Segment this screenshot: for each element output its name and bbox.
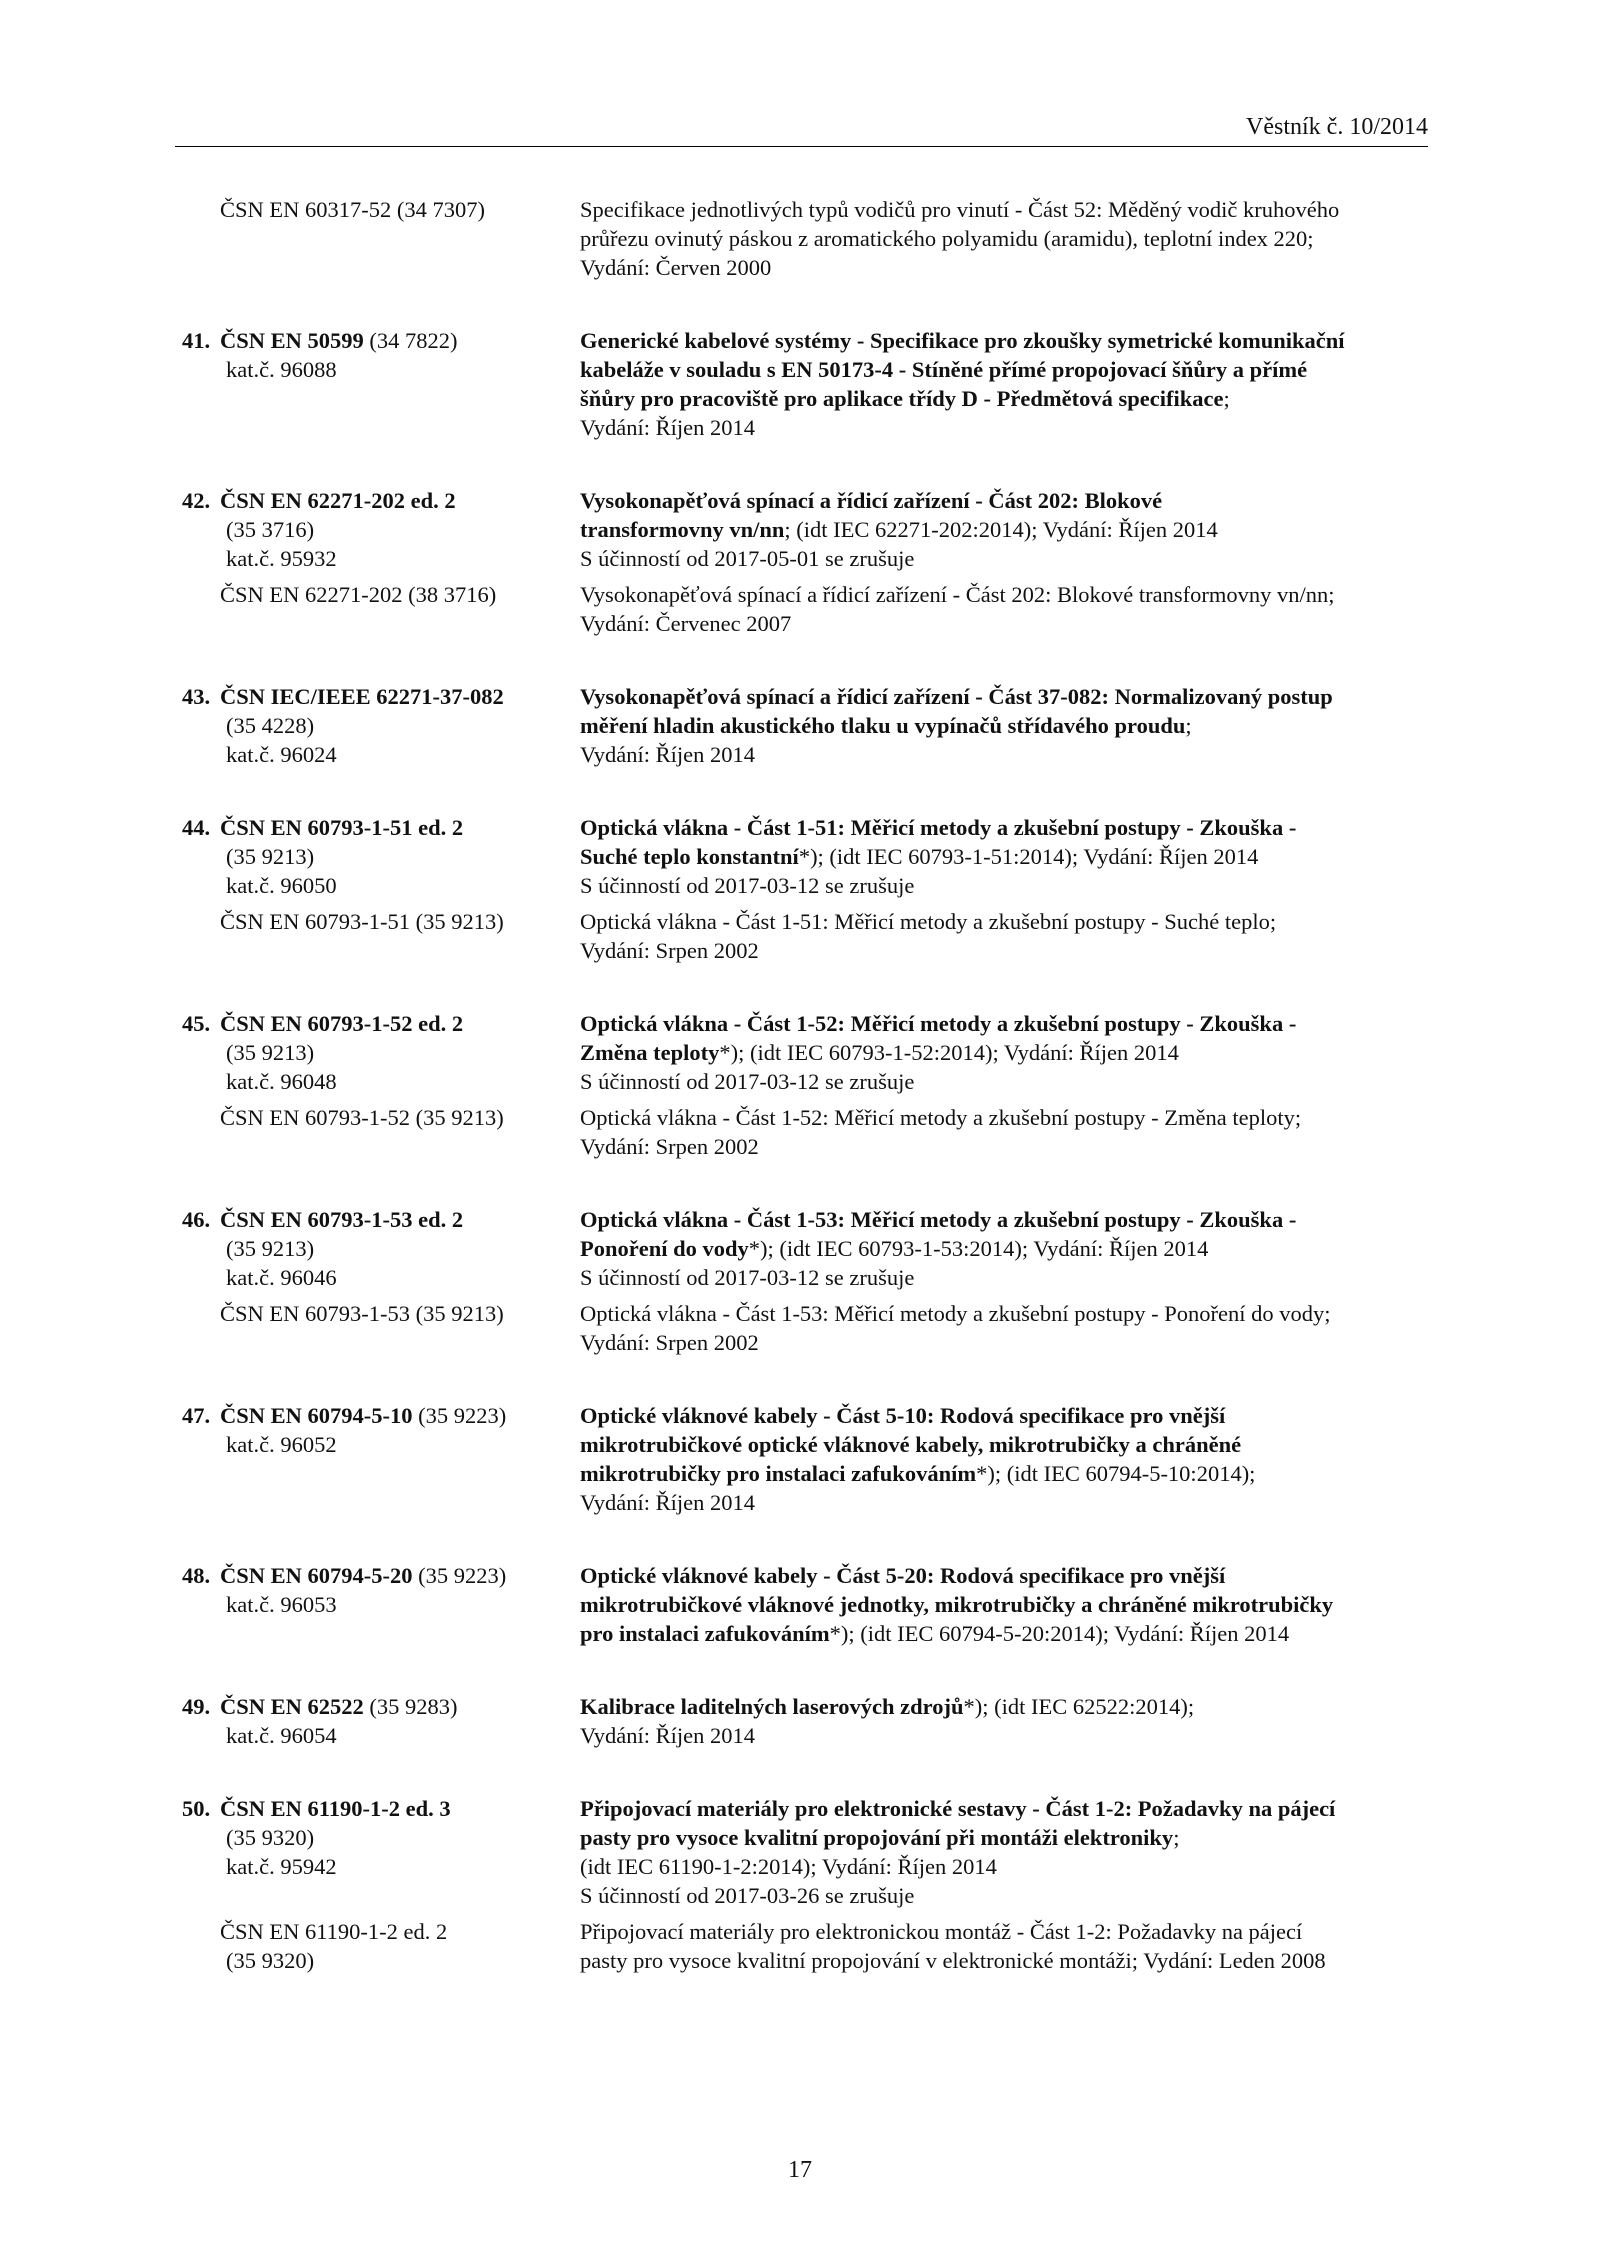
- standard-code-line: [182, 486, 580, 515]
- replaced-standard-left: [185, 1103, 580, 1161]
- entry-left: [182, 682, 580, 769]
- title-line: [580, 326, 1400, 355]
- title-line: [580, 515, 1400, 544]
- title-text: měření hladin akustického tlaku u vypínačů střídavého proudu: [580, 713, 1186, 738]
- title-text: mikrotrubičkové optické vláknové kabely, mikrotrubičky a chráněné: [580, 1432, 1242, 1457]
- standard-code: ČSN EN 60794-5-10: [220, 1403, 413, 1428]
- entry-continued: [185, 195, 1400, 282]
- entry-description: [580, 682, 1400, 769]
- standard-code: ČSN EN 60793-1-51 ed. 2: [220, 815, 464, 840]
- replaced-standard-code: ČSN EN 62271-202 (38 3716): [220, 582, 497, 607]
- description-line: Vydání: Červenec 2007: [580, 611, 792, 636]
- entry-left: [182, 1205, 580, 1292]
- entry-description: [580, 1561, 1400, 1648]
- edition-line: Vydání: Říjen 2014: [580, 415, 755, 440]
- title-text: Optická vlákna - Část 1-51: Měřicí metody a zkušební postupy - Zkouška -: [580, 815, 1297, 840]
- standard-entry: [182, 813, 1400, 965]
- title-line: [580, 355, 1400, 384]
- title-line: [580, 682, 1400, 711]
- replaced-standard-left: [185, 1299, 580, 1357]
- description-line: Specifikace jednotlivých typů vodičů pro vinutí - Část 52: Měděný vodič kruhového: [580, 197, 1340, 222]
- title-text: šňůry pro pracoviště pro aplikace třídy D - Předmětová specifikace: [580, 386, 1224, 411]
- standard-code: ČSN EN 62522: [220, 1694, 364, 1719]
- entry-description: [580, 1794, 1400, 1910]
- edition-line: Vydání: Říjen 2014: [580, 742, 755, 767]
- standard-code-line: [182, 682, 580, 711]
- entry-left: [182, 1561, 580, 1648]
- title-line: [580, 842, 1400, 871]
- entry-number: 47.: [182, 1403, 211, 1428]
- standard-entry: [182, 1692, 1400, 1750]
- description-line: průřezu ovinutý páskou z aromatického polyamidu (aramidu), teplotní index 220;: [580, 226, 1314, 251]
- catalog-number: kat.č. 95932: [226, 546, 337, 571]
- entry-number: 45.: [182, 1011, 211, 1036]
- journal-issue-title: Věstník č. 10/2014: [1246, 114, 1428, 140]
- title-text: Generické kabelové systémy - Specifikace pro zkoušky symetrické komunikační: [580, 328, 1345, 353]
- catalog-number: kat.č. 95942: [226, 1854, 337, 1879]
- replaced-standard-left: [185, 1917, 580, 1975]
- standard-code-line: [182, 813, 580, 842]
- title-line: [580, 711, 1400, 740]
- standard-code-line: [182, 1009, 580, 1038]
- numbered-entries: [182, 326, 1400, 1975]
- entry-number: 49.: [182, 1694, 211, 1719]
- standard-entry: [182, 1009, 1400, 1161]
- title-text: mikrotrubičkové vláknové jednotky, mikrotrubičky a chráněné mikrotrubičky: [580, 1592, 1334, 1617]
- entry-number: 42.: [182, 488, 211, 513]
- entry-number: 46.: [182, 1207, 211, 1232]
- description-line: Připojovací materiály pro elektronickou montáž - Část 1-2: Požadavky na pájecí: [580, 1919, 1303, 1944]
- replaced-standard-description: [580, 907, 1400, 965]
- title-suffix: *); (idt IEC 60793-1-51:2014); Vydání: Říjen 2014: [798, 844, 1259, 869]
- standard-entry: [182, 486, 1400, 638]
- title-text: Optické vláknové kabely - Část 5-20: Rodová specifikace pro vnější: [580, 1563, 1226, 1588]
- classification-code: (35 9213): [226, 1236, 315, 1261]
- replaced-standard-left: [185, 580, 580, 638]
- title-suffix: *); (idt IEC 60794-5-10:2014);: [976, 1461, 1256, 1486]
- title-line: [580, 1038, 1400, 1067]
- standard-code: ČSN EN 60793-1-53 ed. 2: [220, 1207, 464, 1232]
- classification-code: (34 7822): [363, 328, 458, 353]
- title-line: [580, 1590, 1400, 1619]
- title-line: [580, 1205, 1400, 1234]
- standards-list: [182, 195, 1400, 2019]
- replaced-standard-description: [580, 1103, 1400, 1161]
- standard-entry: [182, 1794, 1400, 1975]
- entry-description: [580, 813, 1400, 900]
- entry-number: 41.: [182, 328, 211, 353]
- standard-code: ČSN IEC/IEEE 62271-37-082: [220, 684, 504, 709]
- catalog-number: kat.č. 96050: [226, 873, 337, 898]
- title-text: Kalibrace laditelných laserových zdrojů: [580, 1694, 964, 1719]
- catalog-number: kat.č. 96048: [226, 1069, 337, 1094]
- edition-line: S účinností od 2017-03-12 se zrušuje: [580, 1069, 915, 1094]
- classification-code: (35 9213): [226, 1040, 315, 1065]
- description-line: Vydání: Červen 2000: [580, 255, 772, 280]
- catalog-number: kat.č. 96052: [226, 1432, 337, 1457]
- replaced-standard-code: ČSN EN 60793-1-52 (35 9213): [220, 1105, 504, 1130]
- classification-code: (35 9320): [226, 1825, 315, 1850]
- standard-code: ČSN EN 61190-1-2 ed. 3: [220, 1796, 451, 1821]
- standard-entry: [182, 1401, 1400, 1517]
- title-line: [580, 1401, 1400, 1430]
- edition-line: S účinností od 2017-03-12 se zrušuje: [580, 1265, 915, 1290]
- title-text: Optické vláknové kabely - Část 5-10: Rodová specifikace pro vnější: [580, 1403, 1226, 1428]
- description-line: Optická vlákna - Část 1-51: Měřicí metody a zkušební postupy - Suché teplo;: [580, 909, 1277, 934]
- title-line: [580, 1823, 1400, 1852]
- replaced-standard-code: ČSN EN 60793-1-51 (35 9213): [220, 909, 504, 934]
- entry-left: [182, 1794, 580, 1910]
- title-line: [580, 384, 1400, 413]
- standard-entry: [182, 1205, 1400, 1357]
- standard-code: ČSN EN 60793-1-52 ed. 2: [220, 1011, 464, 1036]
- standard-code: ČSN EN 60794-5-20: [220, 1563, 413, 1588]
- standard-code-line: [182, 1205, 580, 1234]
- replaced-standard-description: [580, 580, 1400, 638]
- entry-left: [185, 195, 580, 282]
- title-line: [580, 1459, 1400, 1488]
- entry-number: 43.: [182, 684, 211, 709]
- page-number-text: 17: [788, 2157, 812, 2183]
- edition-line: S účinností od 2017-03-26 se zrušuje: [580, 1883, 915, 1908]
- edition-line: Vydání: Říjen 2014: [580, 1723, 755, 1748]
- replaced-standard-row: [185, 1917, 1400, 1975]
- entry-number: 50.: [182, 1796, 211, 1821]
- classification-code: (35 9283): [363, 1694, 458, 1719]
- entry-description: [580, 195, 1400, 282]
- title-suffix: ; (idt IEC 62271-202:2014); Vydání: Říjen 2014: [784, 517, 1218, 542]
- entry-description: [580, 1401, 1400, 1517]
- replaced-standard-description: [580, 1917, 1400, 1975]
- description-line: Vydání: Srpen 2002: [580, 938, 759, 963]
- title-line: [580, 1561, 1400, 1590]
- title-text: Optická vlákna - Část 1-52: Měřicí metody a zkušební postupy - Zkouška -: [580, 1011, 1297, 1036]
- entry-main-row: [182, 682, 1400, 769]
- classification-code: (35 9213): [226, 844, 315, 869]
- standard-code: ČSN EN 62271-202 ed. 2: [220, 488, 456, 513]
- entry-left: [182, 813, 580, 900]
- replaced-standard-description: [580, 1299, 1400, 1357]
- standard-code: ČSN EN 60317-52 (34 7307): [220, 197, 485, 222]
- edition-line: S účinností od 2017-05-01 se zrušuje: [580, 546, 915, 571]
- entry-main-row: [182, 1205, 1400, 1292]
- page-header: [175, 112, 1428, 147]
- title-text: Změna teploty: [580, 1040, 720, 1065]
- entry-description: [580, 1692, 1400, 1750]
- title-text: Ponoření do vody: [580, 1236, 749, 1261]
- entry-main-row: [182, 486, 1400, 573]
- replaced-standard-row: [185, 1103, 1400, 1161]
- title-line: [580, 813, 1400, 842]
- title-line: [580, 1009, 1400, 1038]
- title-line: [580, 1234, 1400, 1263]
- catalog-number: kat.č. 96054: [226, 1723, 337, 1748]
- title-suffix: *); (idt IEC 62522:2014);: [963, 1694, 1195, 1719]
- entry-description: [580, 1205, 1400, 1292]
- entry-description: [580, 326, 1400, 442]
- classification-code: (35 9223): [412, 1563, 507, 1588]
- entry-left: [182, 1401, 580, 1517]
- title-suffix: *); (idt IEC 60793-1-52:2014); Vydání: Říjen 2014: [719, 1040, 1179, 1065]
- entry-number: 44.: [182, 815, 211, 840]
- entry-main-row: [182, 1401, 1400, 1517]
- entry-left: [182, 326, 580, 442]
- title-text: pasty pro vysoce kvalitní propojování při montáži elektroniky: [580, 1825, 1174, 1850]
- replaced-standard-row: [185, 1299, 1400, 1357]
- standard-entry: [182, 1561, 1400, 1648]
- title-line: [580, 1692, 1400, 1721]
- title-line: [580, 1794, 1400, 1823]
- entry-main-row: [182, 1794, 1400, 1910]
- standard-code-line: [182, 1401, 580, 1430]
- entry-main-row: [182, 1692, 1400, 1750]
- page-number: [0, 2157, 1600, 2184]
- entry-number: 48.: [182, 1563, 211, 1588]
- classification-code: (35 3716): [226, 517, 315, 542]
- description-line: pasty pro vysoce kvalitní propojování v elektronické montáži; Vydání: Leden 2008: [580, 1948, 1326, 1973]
- standard-code-line: [182, 1692, 580, 1721]
- classification-code: (35 9223): [412, 1403, 507, 1428]
- replaced-standard-left: [185, 907, 580, 965]
- title-text: mikrotrubičky pro instalaci zafukováním: [580, 1461, 977, 1486]
- entry-main-row: [182, 1561, 1400, 1648]
- entry-description: [580, 486, 1400, 573]
- title-text: kabeláže v souladu s EN 50173-4 - Stíněné přímé propojovací šňůry a přímé: [580, 357, 1308, 382]
- title-text: Vysokonapěťová spínací a řídicí zařízení - Část 37-082: Normalizovaný postup: [580, 684, 1333, 709]
- catalog-number: kat.č. 96053: [226, 1592, 337, 1617]
- title-text: Vysokonapěťová spínací a řídicí zařízení - Část 202: Blokové: [580, 488, 1163, 513]
- edition-line: Vydání: Říjen 2014: [580, 1490, 755, 1515]
- entry-left: [182, 1009, 580, 1096]
- title-suffix: *); (idt IEC 60793-1-53:2014); Vydání: Říjen 2014: [748, 1236, 1209, 1261]
- title-line: [580, 1619, 1400, 1648]
- title-suffix: ;: [1173, 1825, 1180, 1850]
- standard-code-line: [182, 1561, 580, 1590]
- replaced-standard-code: ČSN EN 61190-1-2 ed. 2: [220, 1919, 448, 1944]
- description-line: Optická vlákna - Část 1-53: Měřicí metody a zkušební postupy - Ponoření do vody;: [580, 1301, 1331, 1326]
- classification-code: (35 4228): [226, 713, 315, 738]
- edition-line: S účinností od 2017-03-12 se zrušuje: [580, 873, 915, 898]
- title-text: transformovny vn/nn: [580, 517, 785, 542]
- entry-description: [580, 1009, 1400, 1096]
- catalog-number: kat.č. 96024: [226, 742, 337, 767]
- catalog-number: kat.č. 96046: [226, 1265, 337, 1290]
- description-line: Optická vlákna - Část 1-52: Měřicí metody a zkušební postupy - Změna teploty;: [580, 1105, 1302, 1130]
- entry-left: [182, 1692, 580, 1750]
- entry-left: [182, 486, 580, 573]
- entry-main-row: [182, 326, 1400, 442]
- standard-entry: [182, 326, 1400, 442]
- entry-main-row: [182, 1009, 1400, 1096]
- title-line: [580, 1430, 1400, 1459]
- standard-code: ČSN EN 50599: [220, 328, 364, 353]
- standard-code-line: [182, 326, 580, 355]
- description-line: Vydání: Srpen 2002: [580, 1134, 759, 1159]
- replaced-standard-row: [185, 907, 1400, 965]
- title-suffix: *); (idt IEC 60794-5-20:2014); Vydání: Říjen 2014: [829, 1621, 1290, 1646]
- description-line: Vysokonapěťová spínací a řídicí zařízení - Část 202: Blokové transformovny vn/nn;: [580, 582, 1335, 607]
- title-text: Připojovací materiály pro elektronické sestavy - Část 1-2: Požadavky na pájecí: [580, 1796, 1336, 1821]
- title-line: [580, 486, 1400, 515]
- replaced-standard-code: ČSN EN 60793-1-53 (35 9213): [220, 1301, 504, 1326]
- catalog-number: kat.č. 96088: [226, 357, 337, 382]
- replaced-standard-code: (35 9320): [226, 1948, 315, 1973]
- title-text: Optická vlákna - Část 1-53: Měřicí metody a zkušební postupy - Zkouška -: [580, 1207, 1297, 1232]
- entry-main-row: [182, 813, 1400, 900]
- replaced-standard-row: [185, 580, 1400, 638]
- title-text: Suché teplo konstantní: [580, 844, 799, 869]
- title-suffix: ;: [1185, 713, 1192, 738]
- standard-code-line: [182, 1794, 580, 1823]
- edition-line: (idt IEC 61190-1-2:2014); Vydání: Říjen 2014: [580, 1854, 997, 1879]
- standard-entry: [182, 682, 1400, 769]
- title-suffix: ;: [1223, 386, 1230, 411]
- description-line: Vydání: Srpen 2002: [580, 1330, 759, 1355]
- title-text: pro instalaci zafukováním: [580, 1621, 830, 1646]
